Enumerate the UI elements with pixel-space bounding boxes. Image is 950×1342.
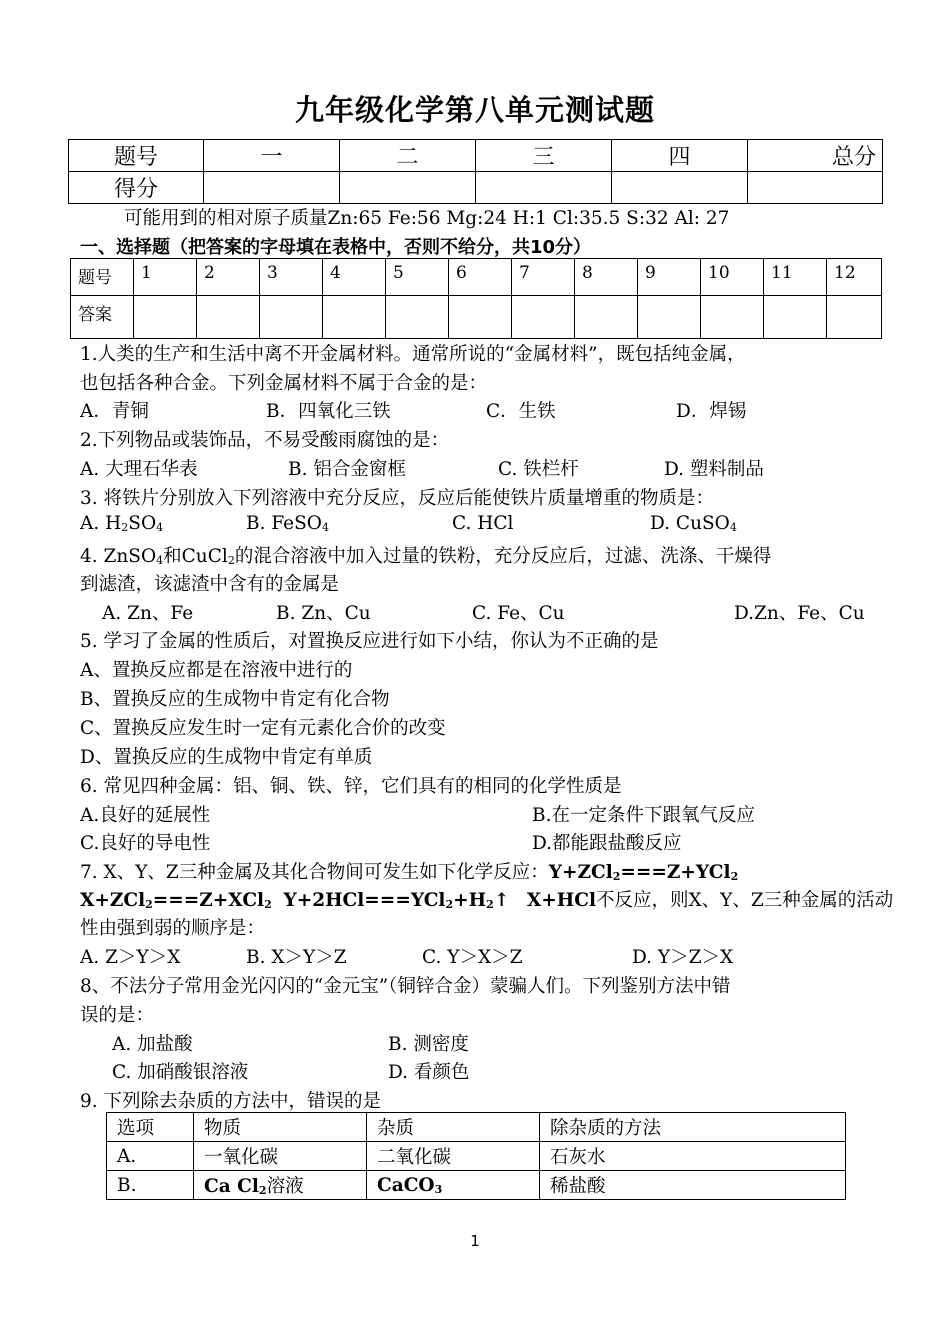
q7-eq-sub: 2 — [264, 898, 272, 911]
q9-formula-sub: 2 — [258, 1184, 267, 1197]
q9-formula-sub: 3 — [434, 1182, 443, 1196]
q3-option-b — [246, 513, 329, 534]
answer-cell[interactable] — [575, 296, 638, 339]
answer-num: 9 — [638, 259, 701, 296]
q7-eq-sub: 2 — [486, 898, 494, 911]
score-row-label: 得分 — [69, 172, 204, 204]
score-header-cell: 总分 — [748, 140, 883, 172]
q4-sub-b: 2 — [227, 554, 235, 567]
answer-cell[interactable] — [512, 296, 575, 339]
q7-option-a: A. Z＞Y＞X — [80, 947, 181, 968]
q9-cell: 一氧化碳 — [194, 1142, 367, 1171]
q3-a-text: A. H — [80, 513, 122, 534]
q9-header-cell: 物质 — [194, 1113, 367, 1142]
answer-cell[interactable] — [827, 296, 882, 339]
answer-label: 答案 — [71, 296, 134, 339]
q3-option-d — [650, 513, 737, 534]
q7-option-b: B. X＞Y＞Z — [246, 947, 347, 968]
answer-num: 6 — [449, 259, 512, 296]
q8-option-a: A. 加盐酸 — [112, 1034, 193, 1055]
q4-option-d: D.Zn、Fe、Cu — [734, 603, 865, 624]
q7-text-tail: 不反应，则X、Y、Z三种金属的活动 — [596, 890, 894, 911]
answer-num: 2 — [197, 259, 260, 296]
q1-option-d: D．焊锡 — [676, 401, 747, 422]
score-header-cell: 三 — [476, 140, 612, 172]
answer-cell[interactable] — [134, 296, 197, 339]
score-header-cell: 四 — [612, 140, 748, 172]
q9-header-cell: 选项 — [107, 1113, 194, 1142]
q9-text: 溶液 — [266, 1176, 304, 1197]
q3-b-sub: 4 — [321, 521, 329, 534]
q5-option-d: D、置换反应的生成物中肯定有单质 — [80, 747, 373, 768]
q9-table — [106, 1112, 846, 1200]
q9-formula: CaCO — [377, 1174, 435, 1196]
q7-eq-part: X+ZCl — [80, 890, 146, 911]
q7-equation-1 — [549, 862, 738, 883]
q3-a-sub: 2 — [121, 521, 129, 534]
answer-cell[interactable] — [764, 296, 827, 339]
score-header-cell: 一 — [204, 140, 340, 172]
answer-table — [70, 258, 882, 339]
q4-option-b: B. Zn、Cu — [276, 603, 371, 624]
answer-num: 8 — [575, 259, 638, 296]
q7-equation-2 — [80, 890, 272, 911]
answer-cell[interactable] — [386, 296, 449, 339]
q2-stem: 2.下列物品或装饰品，不易受酸雨腐蚀的是： — [80, 430, 450, 451]
up-arrow-icon: ↑ — [493, 890, 510, 911]
q5-stem: 5. 学习了金属的性质后，对置换反应进行如下小结，你认为不正确的是 — [80, 631, 659, 652]
q9-formula: Ca Cl — [204, 1176, 259, 1197]
q8-option-b: B. 测密度 — [388, 1034, 469, 1055]
q6-stem: 6. 常见四种金属：铝、铜、铁、锌，它们具有的相同的化学性质是 — [80, 776, 622, 797]
q5-option-a: A、置换反应都是在溶液中进行的 — [80, 660, 353, 681]
q7-eq-part: +H — [453, 890, 487, 911]
q2-option-c: C. 铁栏杆 — [498, 459, 579, 480]
atomic-masses-note: 可能用到的相对原子质量Zn:65 Fe:56 Mg:24 H:1 Cl:35.5 S:32 Al: 27 — [124, 208, 730, 229]
score-cell[interactable] — [204, 172, 340, 204]
q8-stem-line2: 误的是： — [80, 1005, 155, 1026]
q9-header-cell: 杂质 — [367, 1113, 540, 1142]
q3-stem: 3. 将铁片分别放入下列溶液中充分反应，反应后能使铁片质量增重的物质是： — [80, 488, 715, 509]
answer-num: 7 — [512, 259, 575, 296]
q9-cell: A. — [107, 1142, 194, 1171]
score-header-cell: 题号 — [69, 140, 204, 172]
q6-option-c: C.良好的导电性 — [80, 833, 211, 854]
answer-num: 4 — [323, 259, 386, 296]
q6-option-a: A.良好的延展性 — [80, 805, 211, 826]
q1-option-a: A．青铜 — [80, 401, 149, 422]
q4-text-c: 的混合溶液中加入过量的铁粉，充分反应后，过滤、洗涤、干燥得 — [234, 546, 772, 567]
q7-equation-3 — [284, 890, 510, 911]
q8-option-c: C. 加硝酸银溶液 — [112, 1062, 249, 1083]
q7-eq-sub: 2 — [730, 870, 739, 883]
q2-option-a: A. 大理石华表 — [80, 459, 198, 480]
answer-num: 12 — [827, 259, 882, 296]
score-header-cell: 二 — [340, 140, 476, 172]
answer-num: 10 — [701, 259, 764, 296]
q7-eq-part: Y+2HCl===YCl — [283, 890, 446, 911]
q7-eq-sub: 2 — [612, 870, 621, 883]
answer-num-label: 题号 — [71, 259, 134, 296]
q9-cell: 稀盐酸 — [540, 1171, 846, 1200]
q3-option-a — [80, 513, 163, 534]
q4-option-c: C. Fe、Cu — [472, 603, 565, 624]
q9-cell: 石灰水 — [540, 1142, 846, 1171]
q4-option-a: A. Zn、Fe — [102, 603, 194, 624]
q7-line2 — [80, 886, 893, 912]
q7-eq-part: ===Z+YCl — [620, 862, 731, 883]
score-cell[interactable] — [612, 172, 748, 204]
q3-a-sub2: 4 — [156, 521, 164, 534]
q2-option-d: D. 塑料制品 — [664, 459, 764, 480]
answer-cell[interactable] — [701, 296, 764, 339]
answer-cell[interactable] — [323, 296, 386, 339]
q5-option-c: C、置换反应发生时一定有元素化合价的改变 — [80, 718, 446, 739]
q1-option-b: B．四氧化三铁 — [266, 401, 391, 422]
q7-option-d: D. Y＞Z＞X — [632, 947, 734, 968]
q4-stem-line1 — [80, 542, 771, 568]
section-title: 一、选择题（把答案的字母填在表格中，否则不给分，共10分） — [80, 237, 592, 258]
q2-option-b: B. 铝合金窗框 — [288, 459, 406, 480]
q7-eq-sub: 2 — [445, 898, 454, 911]
score-cell[interactable] — [340, 172, 476, 204]
q7-eq-part: Y+ZCl — [548, 862, 613, 883]
q4-sub-a: 4 — [156, 554, 164, 567]
q4-stem-line2: 到滤渣，该滤渣中含有的金属是 — [80, 574, 340, 595]
q9-header-cell: 除杂质的方法 — [540, 1113, 846, 1142]
answer-cell[interactable] — [638, 296, 701, 339]
answer-cell[interactable] — [449, 296, 512, 339]
answer-num: 1 — [134, 259, 197, 296]
q3-d-text: D. CuSO — [650, 513, 730, 534]
q6-option-d: D.都能跟盐酸反应 — [532, 833, 682, 854]
q9-cell — [194, 1171, 367, 1200]
q5-option-b: B、置换反应的生成物中肯定有化合物 — [80, 689, 390, 710]
q1-stem-line1: 1.人类的生产和生活中离不开金属材料。通常所说的“金属材料”，既包括纯金属， — [80, 344, 746, 365]
q9-cell — [367, 1171, 540, 1200]
q9-cell: 二氧化碳 — [367, 1142, 540, 1171]
q7-eq-part: ===Z+XCl — [152, 890, 265, 911]
answer-cell[interactable] — [260, 296, 323, 339]
q9-stem: 9. 下列除去杂质的方法中，错误的是 — [80, 1091, 382, 1112]
q9-cell: B. — [107, 1171, 194, 1200]
page-title: 九年级化学第八单元测试题 — [294, 93, 655, 127]
page-number: 1 — [470, 1232, 480, 1250]
q1-option-c: C．生铁 — [486, 401, 556, 422]
q7-line3: 性由强到弱的顺序是： — [80, 918, 266, 939]
answer-num: 3 — [260, 259, 323, 296]
q8-option-d: D. 看颜色 — [388, 1062, 470, 1083]
score-table — [68, 139, 883, 204]
q7-text: 7. X、Y、Z三种金属及其化合物间可发生如下化学反应： — [80, 862, 549, 883]
score-cell[interactable] — [748, 172, 883, 204]
q3-b-text: B. FeSO — [246, 513, 322, 534]
q6-option-b: B.在一定条件下跟氧气反应 — [532, 805, 755, 826]
score-cell[interactable] — [476, 172, 612, 204]
q3-option-c: C. HCl — [452, 513, 514, 534]
q1-stem-line2: 也包括各种合金。下列金属材料不属于合金的是： — [80, 373, 488, 394]
q3-d-sub: 4 — [729, 521, 737, 534]
q4-text-b: 和CuCl — [163, 546, 228, 567]
q7-option-c: C. Y＞X＞Z — [422, 947, 523, 968]
answer-cell[interactable] — [197, 296, 260, 339]
q3-a-text2: SO — [128, 513, 157, 534]
q7-line1 — [80, 858, 738, 884]
answer-num: 5 — [386, 259, 449, 296]
q7-eq-sub: 2 — [145, 898, 153, 911]
answer-num: 11 — [764, 259, 827, 296]
q8-stem-line1: 8、不法分子常用金光闪闪的“金元宝”（铜锌合金）蒙骗人们。下列鉴别方法中错 — [80, 976, 731, 997]
q4-text-a: 4. ZnSO — [80, 546, 157, 567]
q7-equation-4: X+HCl — [526, 890, 597, 911]
